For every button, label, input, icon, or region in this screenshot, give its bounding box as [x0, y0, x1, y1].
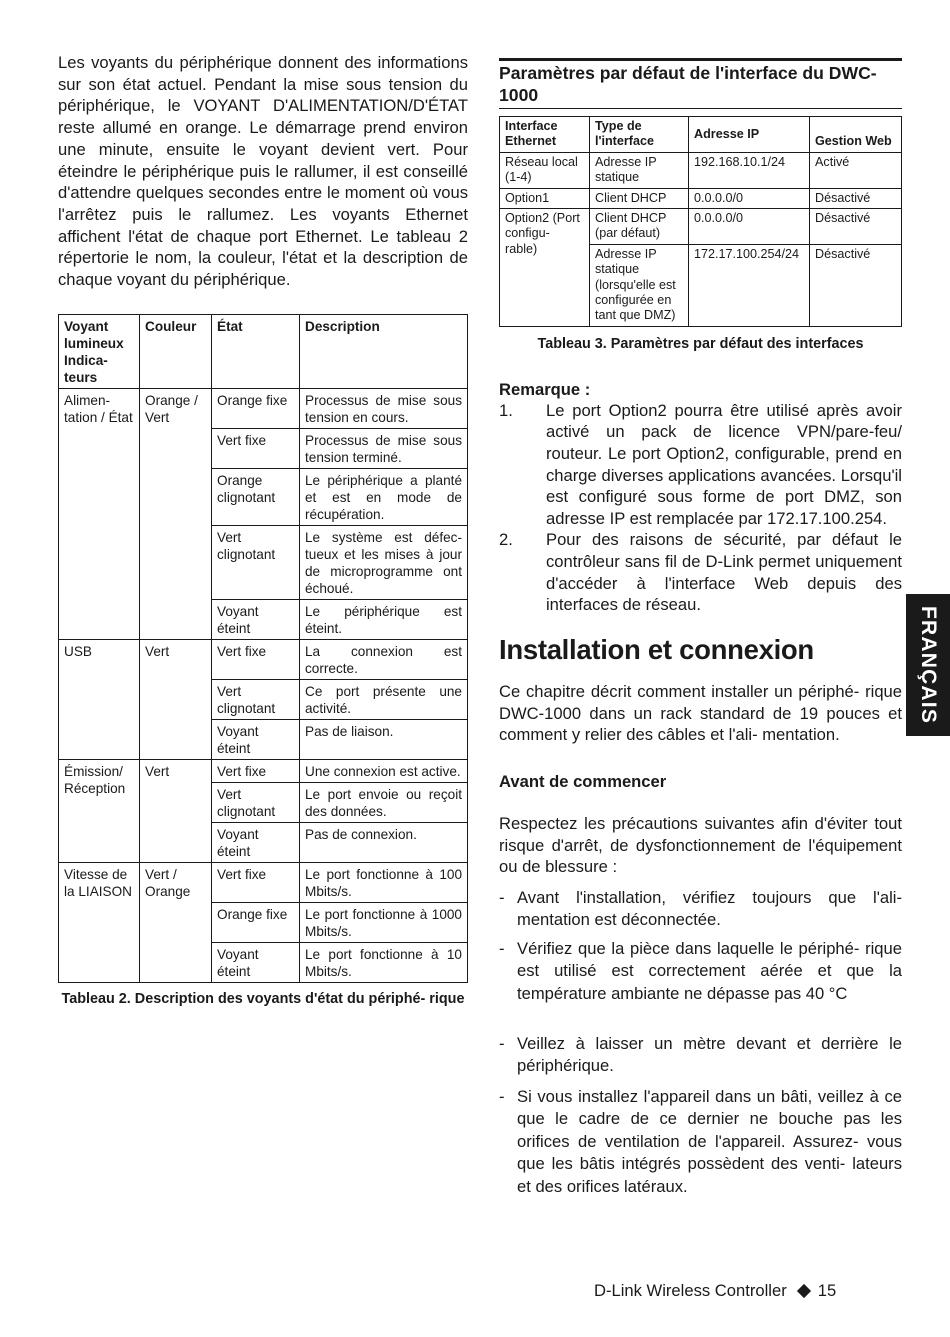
interface-table-header [500, 117, 902, 153]
intro-paragraph: Les voyants du périphérique donnent des informations sur son état actuel. Pendant la mise sous tension du périphérique, le VOYANT D'ALIMENTATION/D'ÉTAT reste allumé en orange. Le démarrage prend environ une minute, ensuite le voyant devient vert. Pour éteindre le périphérique puis le rallumer, il est conseillé d'attendre quelques secondes entre le moment où vous l'arrêtez puis le rallumez. Les voyants Ethernet affichent l'état de chaque port Ethernet. Le tableau 2 répertorie le nom, la couleur, l'état et la description de chaque voyant du périphérique. [58, 53, 468, 290]
led-color: Vert / Orange [140, 862, 212, 982]
diamond-icon [797, 1284, 811, 1298]
left-column [58, 52, 468, 1008]
iface-cell: Option1 [500, 188, 590, 208]
bullet-marker: - [499, 1034, 505, 1054]
led-state: Vert fixe [212, 639, 300, 679]
footer-product: D-Link Wireless Controller [594, 1281, 787, 1300]
subheading: Avant de commencer [499, 771, 667, 791]
list-number: 1. [499, 400, 513, 420]
list-text: Le port Option2 pourra être utilisé après avoir activé un pack de licence VPN/pare-feu/ routeur. Le port Option2, configurable, prend en charge diverses applications avancées. Lorsqu'il est configuré sous forme de port DMZ, son adresse IP est remplacée par 172.17.100.254. [546, 400, 902, 528]
bullet-marker: - [499, 1086, 505, 1106]
led-state: Voyant éteint [212, 599, 300, 639]
header-type: Type de l'interface [590, 117, 689, 153]
led-table [58, 314, 468, 983]
bullet-marker: - [499, 888, 505, 908]
led-state: Vert clignotant [212, 679, 300, 719]
right-column [499, 58, 902, 1198]
led-description: Le port envoie ou reçoit des données. [300, 782, 468, 822]
led-state: Voyant éteint [212, 822, 300, 862]
led-state: Orange clignotant [212, 468, 300, 525]
led-color: Orange / Vert [140, 388, 212, 639]
led-table-header [59, 314, 468, 388]
led-name: Vitesse de la LIAISON [59, 862, 140, 982]
led-state: Voyant éteint [212, 719, 300, 759]
led-description: Ce port présente une activité. [300, 679, 468, 719]
type-cell: Client DHCP [590, 188, 689, 208]
led-description: Pas de connexion. [300, 822, 468, 862]
led-description: Le port fonctionne à 100 Mbits/s. [300, 862, 468, 902]
ip-cell: 0.0.0.0/0 [689, 188, 810, 208]
table-row [59, 759, 468, 782]
list-item [499, 1033, 902, 1078]
table-row [59, 639, 468, 679]
web-cell: Désactivé [810, 188, 902, 208]
iface-cell: Réseau local (1-4) [500, 152, 590, 188]
led-description: La connexion est correcte. [300, 639, 468, 679]
table-row [59, 388, 468, 428]
web-cell: Désactivé [810, 244, 902, 326]
list-text: Vérifiez que la pièce dans laquelle le périphé- rique est utilisé est correctement aérée et que la température ambiante ne dépasse pas 40 °C [517, 938, 902, 1003]
page-number: 15 [817, 1281, 837, 1300]
led-description: Le port fonctionne à 1000 Mbits/s. [300, 902, 468, 942]
led-color: Vert [140, 639, 212, 759]
header-interface: Interface Ethernet [500, 117, 590, 153]
list-text: Avant l'installation, vérifiez toujours que l'ali- mentation est déconnectée. [517, 888, 902, 930]
header-description: Description [300, 314, 468, 388]
table-row [500, 152, 902, 188]
header-indicator: Voyant lumineux Indica- teurs [59, 314, 140, 388]
table-row [500, 209, 902, 245]
led-state: Voyant éteint [212, 942, 300, 982]
header-ip: Adresse IP [689, 117, 810, 153]
iface-cell: Option2 (Port configu- rable) [500, 209, 590, 327]
chapter-intro: Ce chapitre décrit comment installer un périphé- rique DWC-1000 dans un rack standard de 19 pouces et comment y relier des câbles et l'ali- mentation. [499, 681, 902, 745]
section-title: Paramètres par défaut de l'interface du DWC-1000 [499, 58, 902, 109]
table-row [500, 188, 902, 208]
language-tab [906, 594, 950, 736]
led-color: Vert [140, 759, 212, 862]
list-item [499, 938, 902, 1005]
type-cell: Client DHCP (par défaut) [590, 209, 689, 245]
page-footer [594, 1281, 894, 1301]
header-state: État [212, 314, 300, 388]
led-state: Vert fixe [212, 862, 300, 902]
led-description: Le périphérique a planté et est en mode de récupération. [300, 468, 468, 525]
led-name: Alimen- tation / État [59, 388, 140, 639]
list-text: Pour des raisons de sécurité, par défaut le contrôleur sans fil de D-Link permet uniquement d'accéder à l'interface Web depuis des interfaces de réseau. [546, 530, 902, 615]
ip-cell: 0.0.0.0/0 [689, 209, 810, 245]
led-state: Orange fixe [212, 388, 300, 428]
led-description: Le port fonctionne à 10 Mbits/s. [300, 942, 468, 982]
web-cell: Désactivé [810, 209, 902, 245]
led-state: Vert fixe [212, 759, 300, 782]
interface-defaults-table [499, 116, 902, 327]
ip-cell: 172.17.100.254/24 [689, 244, 810, 326]
header-color: Couleur [140, 314, 212, 388]
type-cell: Adresse IP statique [590, 152, 689, 188]
list-text: Si vous installez l'appareil dans un bâti, veillez à ce que le cadre de ce dernier ne bouche pas les orifices de ventilation de l'appareil. Assurez- vous que les bâtis intégrés possèdent des venti- lateurs et des orifices latéraux. [517, 1086, 902, 1196]
led-description: Processus de mise sous tension en cours. [300, 388, 468, 428]
list-item [499, 400, 902, 530]
table-row [59, 862, 468, 902]
type-cell: Adresse IP statique (lorsqu'elle est configurée en tant que DMZ) [590, 244, 689, 326]
list-number: 2. [499, 530, 513, 550]
web-cell: Activé [810, 152, 902, 188]
led-name: USB [59, 639, 140, 759]
led-description: Pas de liaison. [300, 719, 468, 759]
list-item [499, 529, 902, 615]
ip-cell: 192.168.10.1/24 [689, 152, 810, 188]
led-description: Le périphérique est éteint. [300, 599, 468, 639]
language-tab-label: FRANÇAIS [917, 605, 941, 725]
remark-title: Remarque : [499, 379, 591, 399]
led-name: Émission/ Réception [59, 759, 140, 862]
precautions-list [499, 887, 902, 1198]
list-item [499, 1086, 902, 1198]
precautions-intro: Respectez les précautions suivantes afin d'éviter tout risque d'arrêt, de dysfonctionnement de l'équipement ou de blessure : [499, 813, 902, 877]
table2-caption: Tableau 2. Description des voyants d'état du périphé- rique [61, 990, 465, 1007]
list-text: Veillez à laisser un mètre devant et derrière le périphérique. [517, 1034, 902, 1076]
led-state: Vert clignotant [212, 525, 300, 599]
led-description: Processus de mise sous tension terminé. [300, 428, 468, 468]
led-state: Orange fixe [212, 902, 300, 942]
header-web: Gestion Web [810, 117, 902, 153]
remark-list [499, 400, 902, 616]
led-state: Vert fixe [212, 428, 300, 468]
led-description: Une connexion est active. [300, 759, 468, 782]
chapter-heading: Installation et connexion [499, 633, 814, 665]
led-state: Vert clignotant [212, 782, 300, 822]
bullet-marker: - [499, 938, 505, 958]
led-description: Le système est défec- tueux et les mises à jour de microprogramme ont échoué. [300, 525, 468, 599]
list-item [499, 887, 902, 932]
table3-caption: Tableau 3. Paramètres par défaut des interfaces [537, 335, 864, 352]
